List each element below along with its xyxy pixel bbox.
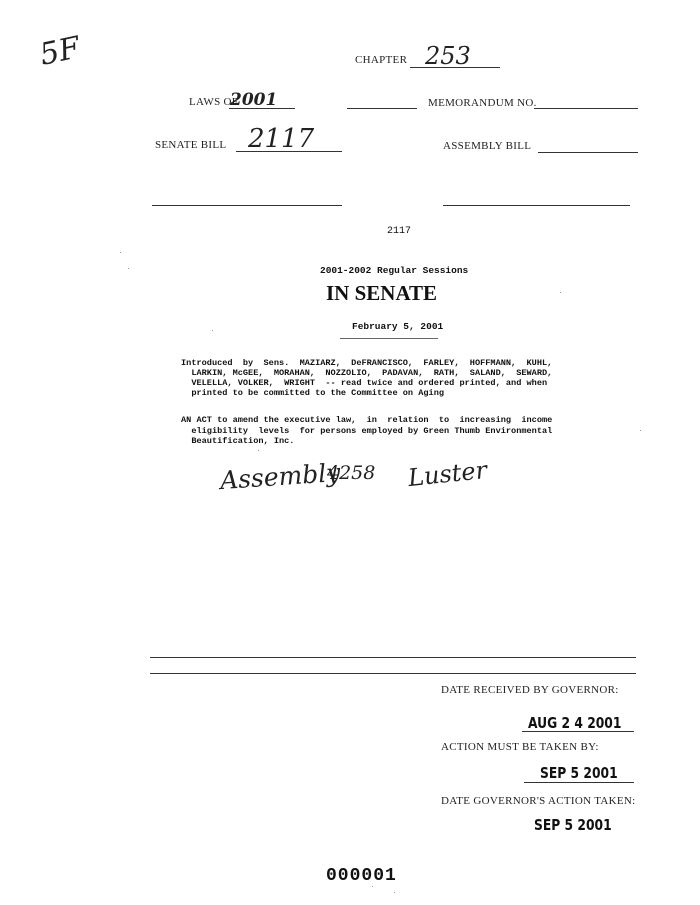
handwritten-assembly-number: 4258 bbox=[327, 462, 376, 484]
senate-bill-label: SENATE BILL bbox=[155, 139, 227, 151]
senate-bill-value: 2117 bbox=[248, 124, 315, 154]
bottom-divider-bottom bbox=[150, 673, 636, 674]
handwritten-sponsor: Luster bbox=[406, 455, 489, 493]
introduced-block bbox=[181, 358, 631, 398]
action-must-stamp: SEP 5 2001 bbox=[540, 764, 618, 782]
action-taken-stamp: SEP 5 2001 bbox=[534, 816, 612, 834]
act-title-block bbox=[181, 415, 631, 447]
header-divider-left bbox=[152, 205, 342, 206]
introduced-line: Introduced by Sens. MAZIARZ, DeFRANCISCO, FARLEY, HOFFMANN, KUHL, bbox=[181, 358, 553, 368]
bill-date: February 5, 2001 bbox=[352, 321, 444, 332]
date-received-label: DATE RECEIVED BY GOVERNOR: bbox=[441, 684, 619, 696]
date-received-stamp: AUG 2 4 2001 bbox=[528, 714, 622, 732]
act-line: eligibility levels for persons employed by Green Thumb Environmental bbox=[181, 425, 553, 436]
header-divider-right bbox=[443, 205, 630, 206]
bottom-divider-top bbox=[150, 657, 636, 658]
introduced-line: LARKIN, McGEE, MORAHAN, NOZZOLIO, PADAVAN, RATH, SALAND, SEWARD, bbox=[181, 368, 553, 378]
assembly-bill-label: ASSEMBLY BILL bbox=[443, 140, 532, 152]
action-must-label: ACTION MUST BE TAKEN BY: bbox=[441, 741, 599, 753]
action-taken-label: DATE GOVERNOR'S ACTION TAKEN: bbox=[441, 795, 636, 807]
memorandum-label: MEMORANDUM NO. bbox=[428, 97, 537, 109]
bill-number: 2117 bbox=[387, 226, 412, 237]
house-heading: IN SENATE bbox=[326, 281, 438, 305]
chapter-value: 253 bbox=[425, 42, 471, 70]
laws-of-label: LAWS OF bbox=[189, 96, 239, 108]
chapter-label: CHAPTER bbox=[355, 54, 408, 66]
page-number: 000001 bbox=[326, 866, 397, 886]
laws-of-value: 2001 bbox=[230, 90, 278, 110]
session-label: 2001-2002 Regular Sessions bbox=[320, 265, 469, 276]
act-line: Beautification, Inc. bbox=[181, 436, 295, 446]
margin-note: 5F bbox=[36, 30, 84, 73]
act-line: AN ACT to amend the executive law, in relation to increasing income bbox=[181, 415, 553, 425]
introduced-line: VELELLA, VOLKER, WRIGHT -- read twice and ordered printed, and when bbox=[181, 378, 548, 388]
introduced-line: printed to be committed to the Committee on Aging bbox=[181, 388, 445, 398]
handwritten-assembly: Assembly bbox=[219, 457, 342, 496]
